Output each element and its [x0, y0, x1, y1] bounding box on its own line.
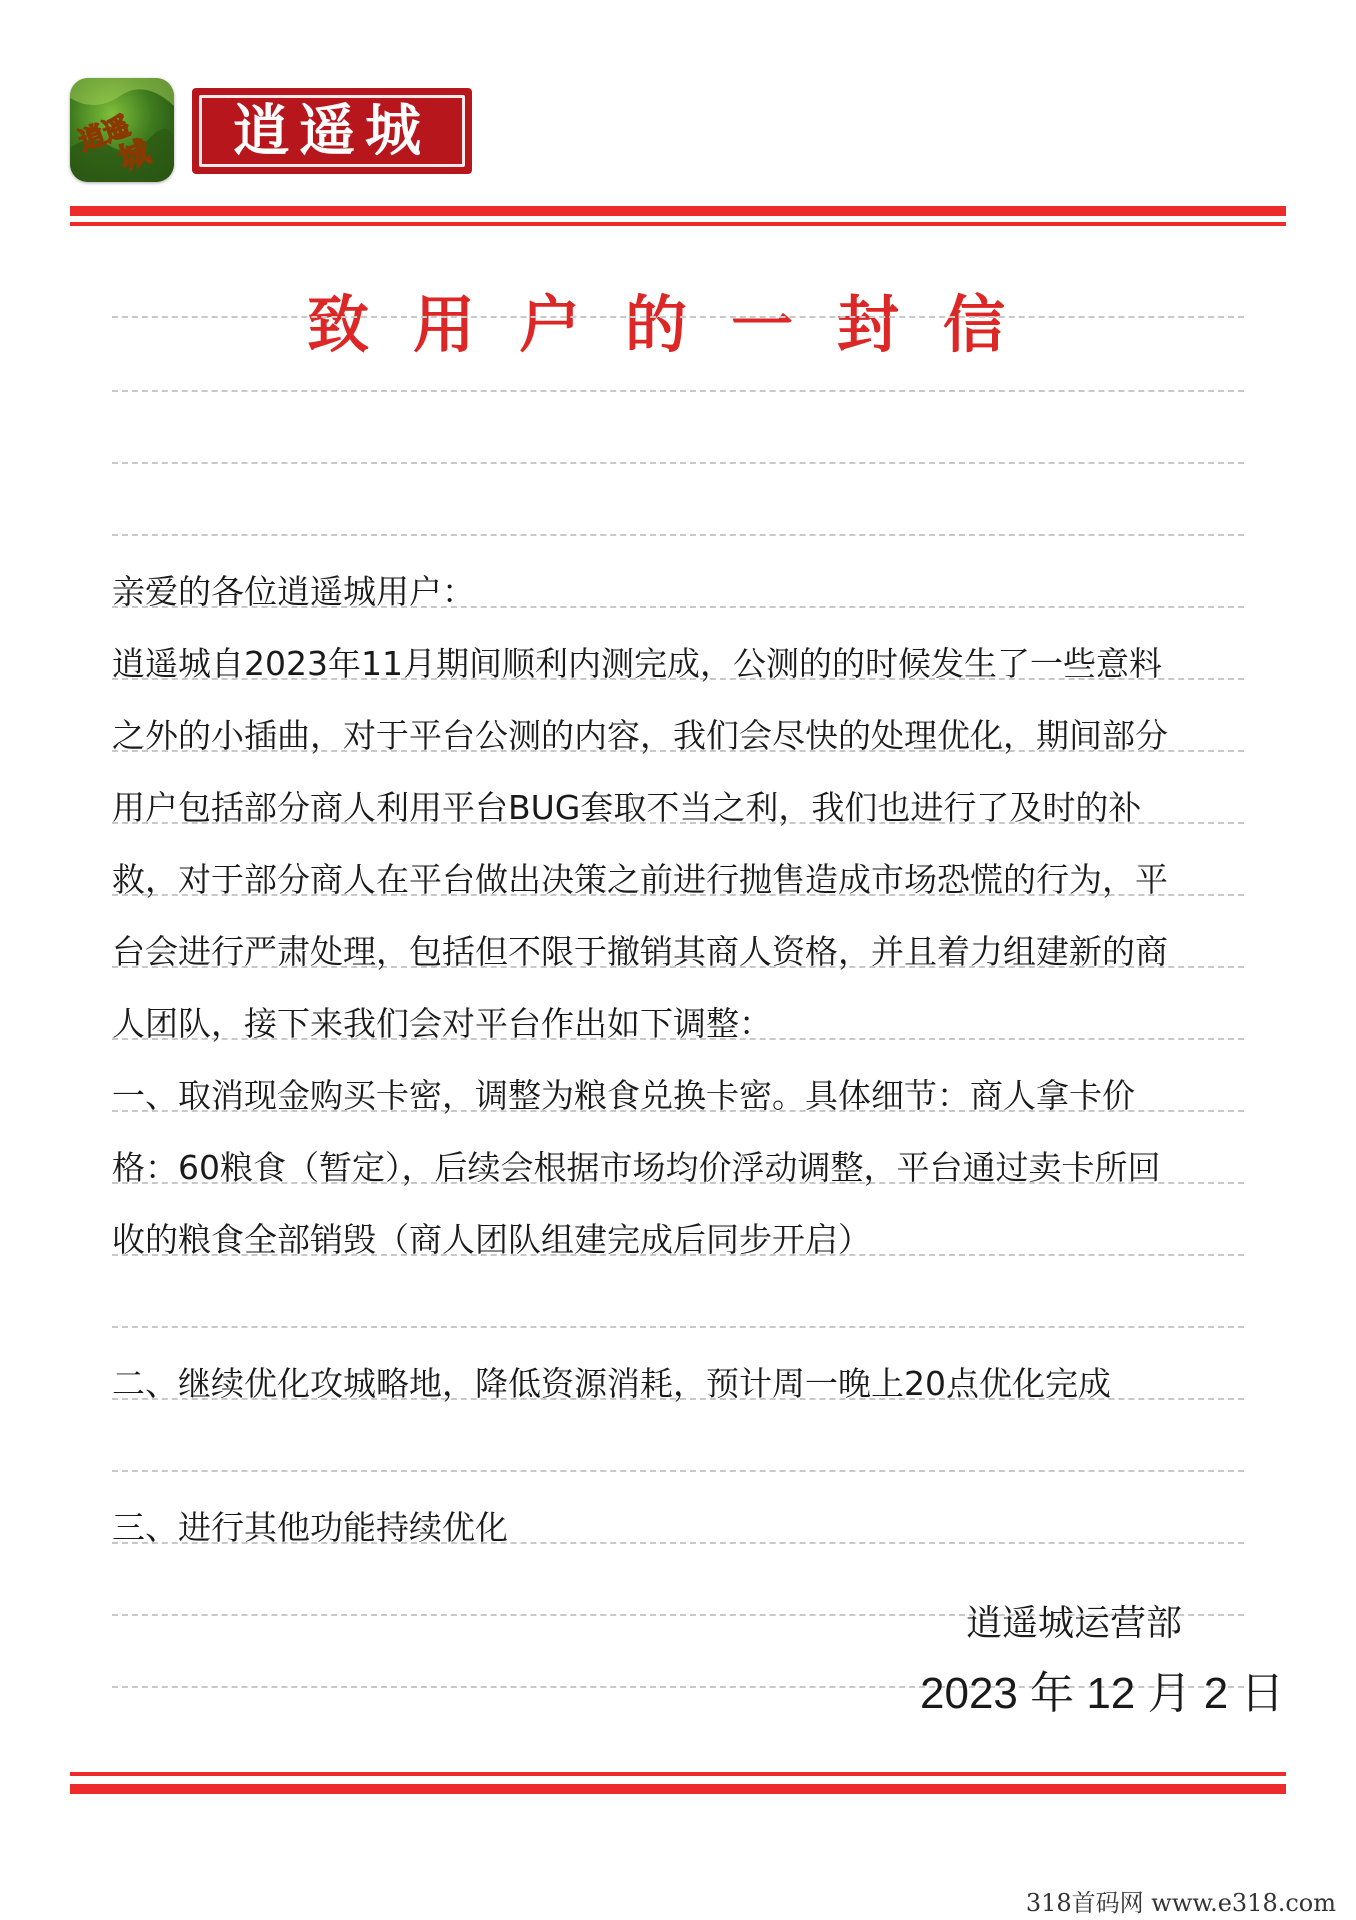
ruled-line	[112, 1470, 1244, 1472]
ruled-line	[112, 534, 1244, 536]
body-line: 台会进行严肃处理，包括但不限于撤销其商人资格，并且着力组建新的商	[112, 932, 1168, 971]
letter-date: 2023 年 12 月 2 日	[920, 1669, 1285, 1718]
site-watermark: 318首码网 www.e318.com	[1020, 1886, 1342, 1920]
signature: 逍遥城运营部	[966, 1603, 1183, 1644]
ruled-line	[112, 316, 1244, 318]
item-2: 二、继续优化攻城略地，降低资源消耗，预计周一晚上20点优化完成	[112, 1364, 1111, 1403]
salutation: 亲爱的各位逍遥城用户：	[112, 572, 475, 611]
ruled-line	[112, 462, 1244, 464]
body-line: 人团队，接下来我们会对平台作出如下调整：	[112, 1004, 772, 1043]
ruled-line	[112, 390, 1244, 392]
item-3: 三、进行其他功能持续优化	[112, 1508, 508, 1547]
top-red-rule-thin	[70, 222, 1286, 226]
top-red-rule-thick	[70, 206, 1286, 216]
item-1-line: 格：60粮食（暂定），后续会根据市场均价浮动调整，平台通过卖卡所回	[112, 1148, 1161, 1187]
item-1-line: 收的粮食全部销毁（商人团队组建完成后同步开启）	[112, 1220, 871, 1259]
body-line: 救，对于部分商人在平台做出决策之前进行抛售造成市场恐慌的行为，平	[112, 860, 1168, 899]
svg-text:逍遥: 逍遥	[74, 111, 134, 158]
ruled-line	[112, 1326, 1244, 1328]
body-line: 用户包括部分商人利用平台BUG套取不当之利，我们也进行了及时的补	[112, 788, 1142, 827]
bottom-red-rule-thin	[70, 1772, 1286, 1776]
svg-text:城: 城	[114, 134, 155, 178]
game-logo-art	[70, 78, 174, 182]
bottom-red-rule-thick	[70, 1784, 1286, 1794]
game-logo-icon	[70, 78, 174, 182]
body-line: 之外的小插曲，对于平台公测的内容，我们会尽快的处理优化，期间部分	[112, 716, 1168, 755]
item-1-line: 一、取消现金购买卡密，调整为粮食兑换卡密。具体细节：商人拿卡价	[112, 1076, 1135, 1115]
brand-title: 逍遥城	[233, 98, 431, 164]
body-line: 逍遥城自2023年11月期间顺利内测完成，公测的的时候发生了一些意料	[112, 644, 1162, 683]
letter-title: 致用户的一封信	[306, 288, 1049, 361]
brand-banner	[192, 88, 472, 174]
